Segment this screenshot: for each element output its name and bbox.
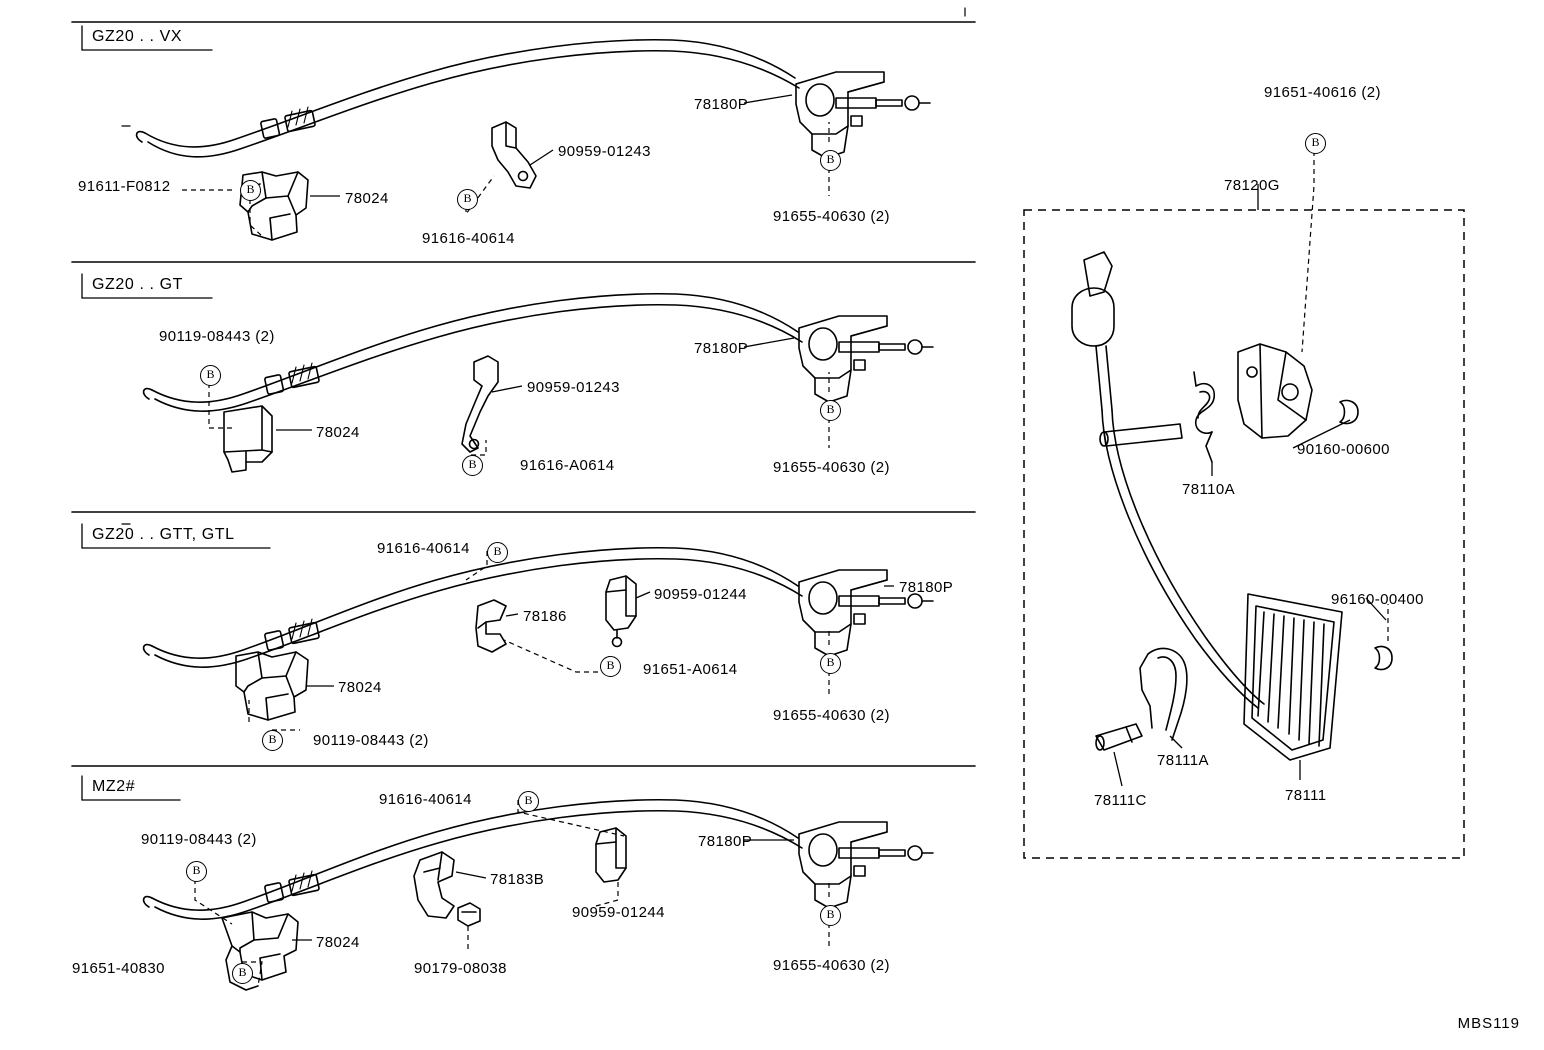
diagram-code: MBS119 [1457,1015,1520,1032]
part-label: 78180P [899,579,954,596]
part-label: 90179-08038 [414,960,507,977]
b-marker: B [262,730,283,751]
part-label: 91616-A0614 [520,457,615,474]
part-label: 90959-01243 [558,143,651,160]
b-marker: B [186,861,207,882]
b-marker: B [820,400,841,421]
b-marker: B [457,189,478,210]
b-marker: B [600,656,621,677]
part-label: 91651-A0614 [643,661,738,678]
section-title-gtt: GZ20 . . GTT, GTL [92,526,235,543]
b-marker: B [820,905,841,926]
part-label: 78024 [316,424,360,441]
part-label: 91616-40614 [377,540,470,557]
b-marker: B [200,365,221,386]
part-label: 78111A [1157,752,1209,769]
part-label: 78180P [694,96,749,113]
b-marker: B [1305,133,1326,154]
part-label: 91616-40614 [379,791,472,808]
part-label: 78186 [523,608,567,625]
part-label: 78024 [345,190,389,207]
b-marker: B [820,653,841,674]
part-label: 78180P [698,833,753,850]
part-label: 91655-40630 (2) [773,707,890,724]
part-label: 78024 [338,679,382,696]
part-label: 90959-01243 [527,379,620,396]
part-label: 91611-F0812 [78,178,171,195]
part-label: 91655-40630 (2) [773,957,890,974]
part-label: 91651-40616 (2) [1264,84,1381,101]
part-label: 78110A [1182,481,1236,498]
part-label: 78120G [1224,177,1280,194]
section-title-vx: GZ20 . . VX [92,28,183,45]
part-label: 90119-08443 (2) [313,732,429,749]
part-label: 91651-40830 [72,960,165,977]
b-marker: B [232,963,253,984]
part-label: 90119-08443 (2) [141,831,257,848]
section-title-gt: GZ20 . . GT [92,276,184,293]
part-label: 91616-40614 [422,230,515,247]
part-label: 78111C [1094,792,1147,809]
part-label: 91655-40630 (2) [773,459,890,476]
part-label: 90119-08443 (2) [159,328,275,345]
part-label: 78180P [694,340,749,357]
part-label: 90959-01244 [654,586,747,603]
b-marker: B [240,180,261,201]
part-label: 78024 [316,934,360,951]
section-title-mz2: MZ2# [92,778,136,795]
part-label: 90160-00600 [1297,441,1390,458]
b-marker: B [820,150,841,171]
part-label: 91655-40630 (2) [773,208,890,225]
part-label: 90959-01244 [572,904,665,921]
b-marker: B [462,455,483,476]
part-label: 96160-00400 [1331,591,1424,608]
b-marker: B [518,791,539,812]
b-marker: B [487,542,508,563]
part-label: 78183B [490,871,545,888]
part-label: 78111 [1285,787,1327,804]
